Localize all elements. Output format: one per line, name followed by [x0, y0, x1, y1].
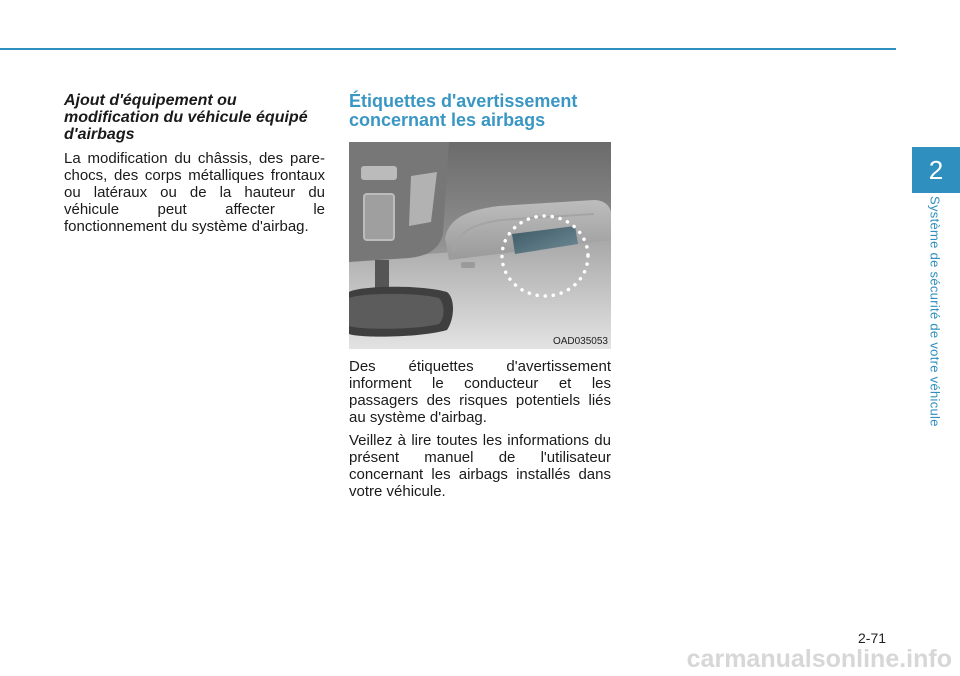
- airbag-label-figure: [349, 142, 611, 349]
- watermark: carmanualsonline.info: [686, 645, 952, 673]
- sunglass-holder: [364, 194, 394, 240]
- visor-hook: [461, 262, 475, 268]
- chapter-tab: 2: [912, 147, 960, 193]
- warning-labels-paragraph: Des étiquettes d'avertissement informent le conducteur et les passagers des risques potentiels liés au système d'airbag.: [349, 358, 611, 426]
- left-column: [64, 92, 325, 241]
- modification-paragraph: La modification du châssis, des pare-chocs, des corps métalliques frontaux ou latéraux ou de la hauteur du véhicule peut affecter le fonctionnement du système d'airbag.: [64, 150, 325, 235]
- mirror-stem: [375, 260, 389, 290]
- middle-column: [349, 92, 611, 506]
- figure-code: OAD035053: [552, 336, 608, 347]
- chapter-title: Système de sécurité de votre véhicule: [927, 196, 943, 427]
- section-subheading: Ajout d'équipement ou modification du véhicule équipé d'airbags: [64, 92, 308, 143]
- top-rule: [0, 48, 896, 50]
- sun-visor-illustration: [349, 142, 611, 349]
- mirror-glass: [349, 294, 444, 329]
- section-heading: Étiquettes d'avertissement concernant les airbags: [349, 91, 578, 130]
- chapter-title-vertical: [919, 196, 951, 452]
- page-number: 2-71: [858, 630, 887, 646]
- label-description: [349, 358, 611, 500]
- map-lamp: [361, 166, 397, 180]
- read-manual-paragraph: Veillez à lire toutes les informations du présent manuel de l'utilisateur concernant les airbags installés dans votre véhicule.: [349, 432, 611, 500]
